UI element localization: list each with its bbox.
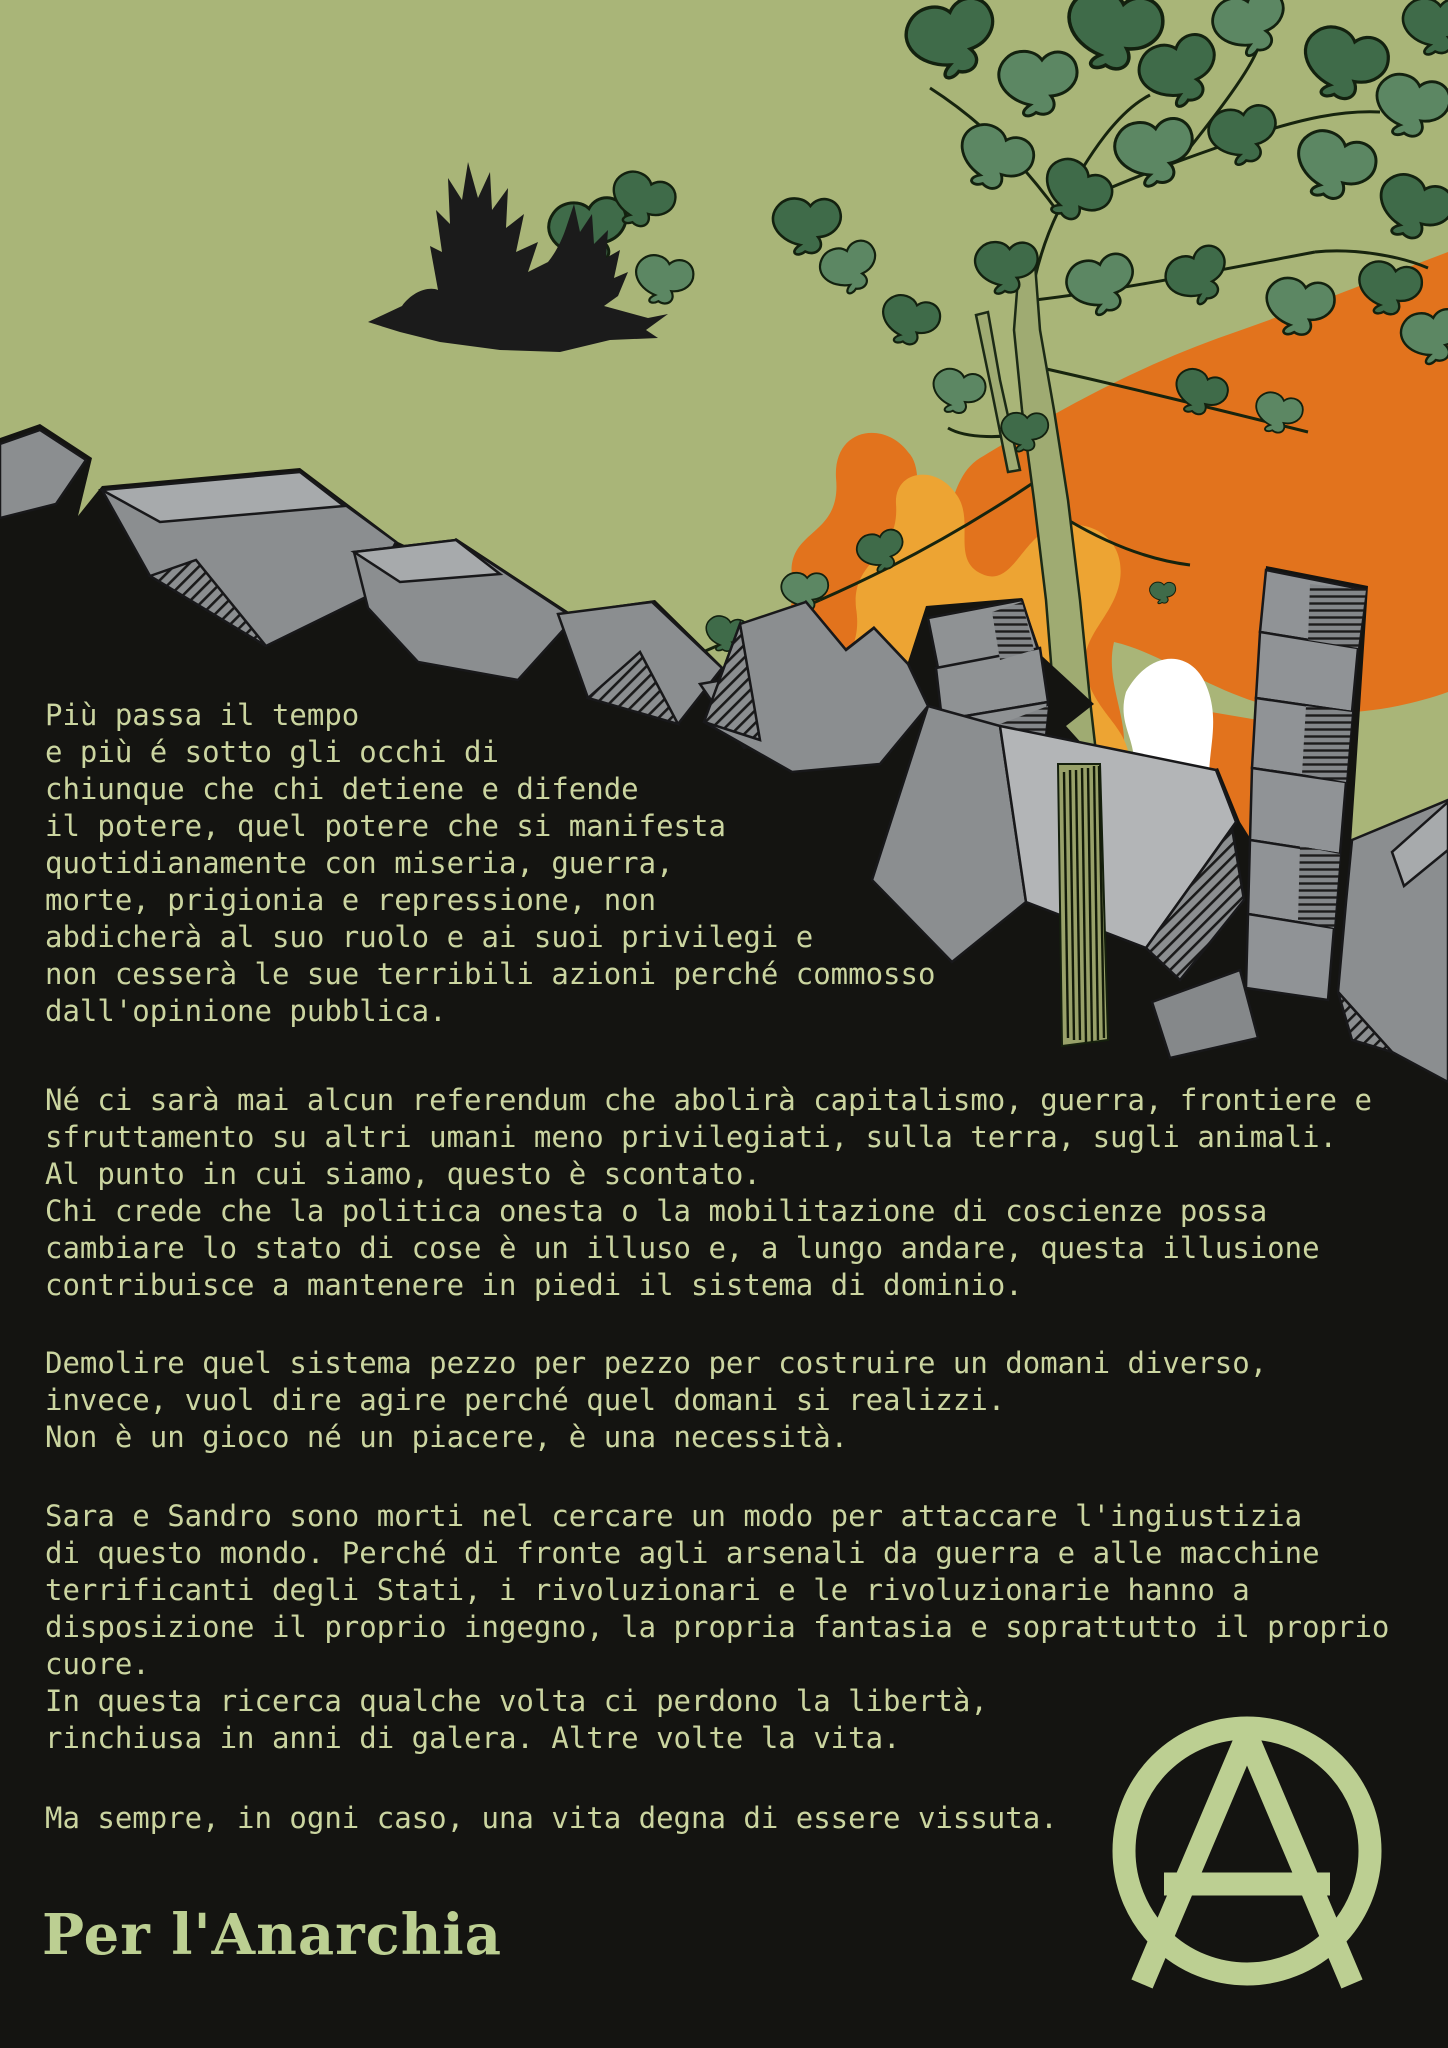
text-line: terrificanti degli Stati, i rivoluzionari e le rivoluzionarie hanno a (45, 1573, 1250, 1607)
text-line: il potere, quel potere che si manifesta (45, 809, 726, 843)
text-line: invece, vuol dire agire perché quel domani si realizzi. (45, 1383, 1006, 1417)
text-line: disposizione il proprio ingegno, la propria fantasia e soprattutto il proprio (45, 1610, 1390, 1644)
text-line: cuore. (45, 1647, 150, 1681)
text-line: e più é sotto gli occhi di (45, 735, 499, 769)
text-line: Non è un gioco né un piacere, è una necessità. (45, 1420, 849, 1454)
poster-title: Per l'Anarchia (42, 1902, 502, 1968)
text-line: Né ci sarà mai alcun referendum che abolirà capitalismo, guerra, frontiere e (45, 1083, 1372, 1117)
body-paragraph (45, 1082, 1372, 1304)
text-line: morte, prigionia e repressione, non (45, 883, 657, 917)
text-line: chiunque che chi detiene e difende (45, 772, 639, 806)
text-line: Ma sempre, in ogni caso, una vita degna di essere vissuta. (45, 1801, 1058, 1835)
text-line: Chi crede che la politica onesta o la mobilitazione di coscienze possa (45, 1194, 1268, 1228)
text-line: Al punto in cui siamo, questo è scontato. (45, 1157, 761, 1191)
body-paragraph (45, 697, 935, 1030)
text-line: cambiare lo stato di cose è un illuso e, a lungo andare, questa illusione (45, 1231, 1320, 1265)
text-line: In questa ricerca qualche volta ci perdono la libertà, (45, 1684, 988, 1718)
text-line: Demolire quel sistema pezzo per pezzo per costruire un domani diverso, (45, 1346, 1268, 1380)
text-line: Sara e Sandro sono morti nel cercare un modo per attaccare l'ingiustizia (45, 1499, 1303, 1533)
text-line: sfruttamento su altri umani meno privilegiati, sulla terra, sugli animali. (45, 1120, 1338, 1154)
body-paragraph (45, 1800, 1058, 1837)
text-line: abdicherà al suo ruolo e ai suoi privilegi e (45, 920, 814, 954)
text-line: rinchiusa in anni di galera. Altre volte la vita. (45, 1721, 901, 1755)
text-line: contribuisce a mantenere in piedi il sistema di dominio. (45, 1268, 1023, 1302)
text-line: Più passa il tempo (45, 698, 360, 732)
text-line: dall'opinione pubblica. (45, 994, 447, 1028)
text-line: di questo mondo. Perché di fronte agli arsenali da guerra e alle macchine (45, 1536, 1320, 1570)
text-line: quotidianamente con miseria, guerra, (45, 846, 674, 880)
body-paragraph (45, 1498, 1389, 1757)
text-line: non cesserà le sue terribili azioni perché commosso (45, 957, 936, 991)
tree-trunk-base (1058, 764, 1108, 1046)
body-paragraph (45, 1345, 1267, 1456)
